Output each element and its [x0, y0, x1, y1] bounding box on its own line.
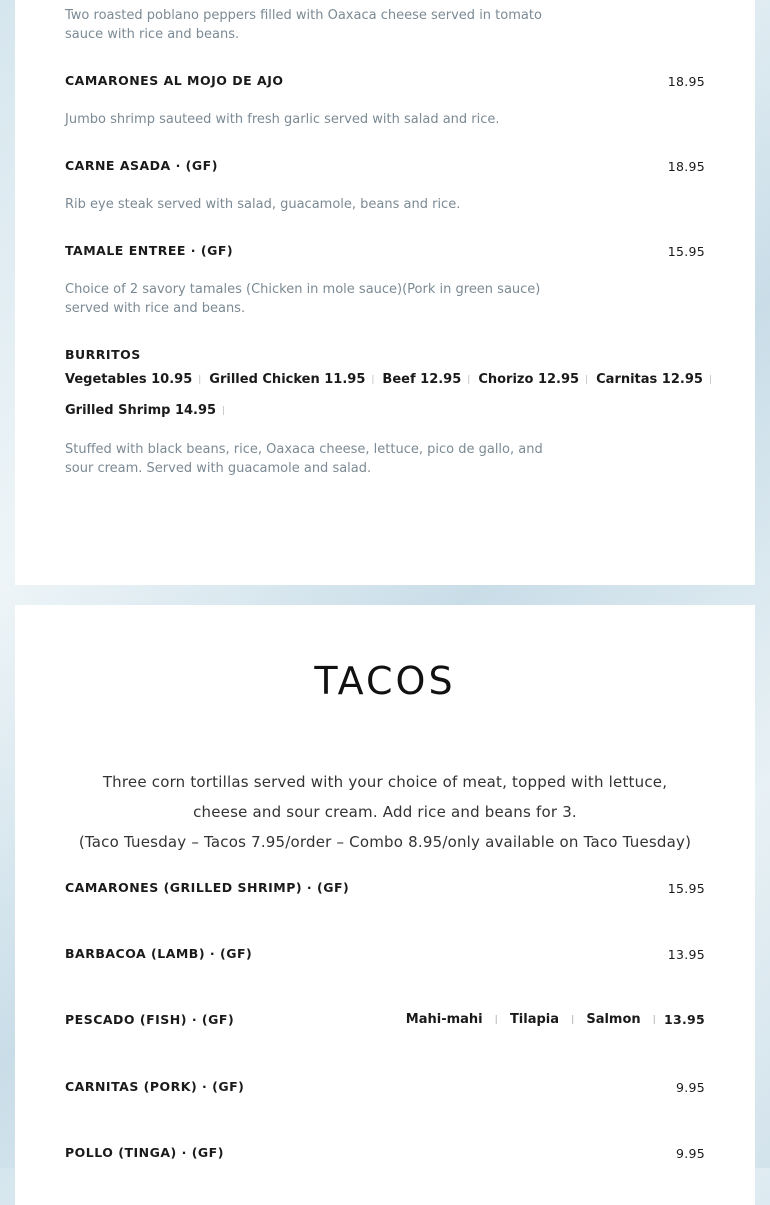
menu-item-description: Rib eye steak served with salad, guacamole, beans and rice. — [65, 197, 461, 212]
taco-item-name: CAMARONES (GRILLED SHRIMP) · (GF) — [65, 880, 350, 895]
burrito-option: Grilled Shrimp 14.95 — [65, 403, 217, 418]
fish-option: Salmon — [586, 1012, 641, 1027]
entrees-panel — [15, 0, 755, 585]
taco-item-price: 9.95 — [675, 1146, 705, 1161]
burritos-name: BURRITOS — [65, 347, 141, 362]
burrito-option: Vegetables 10.95 — [65, 372, 193, 387]
burrito-option: Carnitas 12.95 — [596, 372, 703, 387]
tacos-intro — [15, 767, 755, 857]
option-separator: | — [467, 374, 471, 385]
burrito-option: Chorizo 12.95 — [478, 372, 580, 387]
section-title: TACOS — [314, 659, 456, 703]
fish-options — [406, 1012, 705, 1027]
taco-item-name: PESCADO (FISH) · (GF) — [65, 1012, 235, 1027]
burrito-option: Beef 12.95 — [382, 372, 462, 387]
burritos-options-row-2 — [65, 403, 233, 418]
option-separator: | — [585, 374, 589, 385]
taco-item-name: CARNITAS (PORK) · (GF) — [65, 1079, 245, 1094]
burrito-option: Grilled Chicken 11.95 — [209, 372, 366, 387]
option-separator: | — [371, 374, 375, 385]
option-separator: | — [198, 374, 202, 385]
menu-item-price: 18.95 — [667, 74, 705, 89]
fish-option: Tilapia — [509, 1012, 560, 1027]
option-separator: | — [708, 374, 712, 385]
taco-item-name: POLLO (TINGA) · (GF) — [65, 1145, 224, 1160]
tacos-panel — [15, 605, 755, 1205]
menu-item-name: CARNE ASADA · (GF) — [65, 158, 218, 173]
option-separator: | — [652, 1014, 656, 1025]
menu-item-description: Jumbo shrimp sauteed with fresh garlic served with salad and rice. — [65, 112, 500, 127]
chiles-rellenos-description: Two roasted poblano peppers filled with Oaxaca cheese served in tomato sauce with rice and beans. — [65, 8, 542, 42]
option-separator: | — [494, 1014, 498, 1025]
taco-item-price: 13.95 — [663, 1012, 705, 1027]
menu-item-name: CAMARONES AL MOJO DE AJO — [65, 73, 284, 88]
option-separator: | — [571, 1014, 575, 1025]
menu-item-description: Choice of 2 savory tamales (Chicken in mole sauce)(Pork in green sauce) served with rice and beans. — [65, 282, 541, 316]
burritos-options-row-1 — [65, 372, 720, 387]
option-separator: | — [222, 405, 226, 416]
burritos-description: Stuffed with black beans, rice, Oaxaca cheese, lettuce, pico de gallo, and sour cream. Served with guacamole and salad. — [65, 442, 543, 476]
tacos-intro-line-1: Three corn tortillas served with your choice of meat, topped with lettuce, cheese and sour cream. Add rice and beans for 3. — [102, 773, 668, 821]
taco-item-price: 9.95 — [675, 1080, 705, 1095]
menu-item-price: 18.95 — [667, 159, 705, 174]
tacos-intro-line-2: (Taco Tuesday – Tacos 7.95/order – Combo 8.95/only available on Taco Tuesday) — [78, 833, 692, 851]
taco-item-price: 15.95 — [667, 881, 705, 896]
fish-option: Mahi-mahi — [405, 1012, 483, 1027]
menu-item-price: 15.95 — [667, 244, 705, 259]
taco-item-name: BARBACOA (LAMB) · (GF) — [65, 946, 253, 961]
menu-item-name: TAMALE ENTREE · (GF) — [65, 243, 234, 258]
taco-item-price: 13.95 — [667, 947, 705, 962]
